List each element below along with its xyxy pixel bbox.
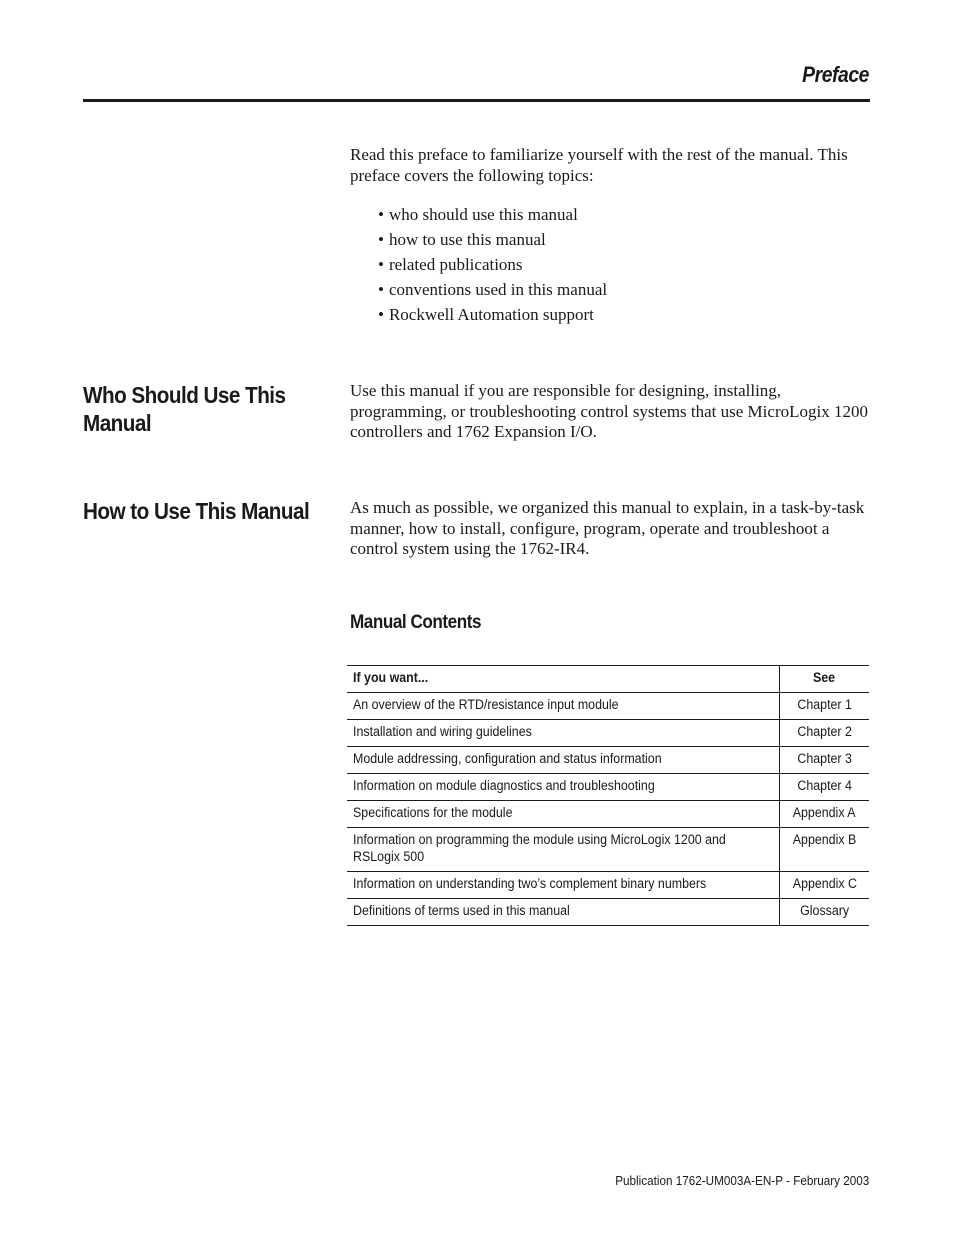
cell-topic: Information on understanding two’s complement binary numbers [347,872,780,899]
cell-topic: Information on programming the module using MicroLogix 1200 and RSLogix 500 [347,828,780,872]
cell-topic: Information on module diagnostics and troubleshooting [347,774,780,801]
column-header-topic: If you want... [347,666,780,693]
cell-see: Chapter 3 [780,747,870,774]
bullet: • [378,255,384,274]
table-row [347,899,869,926]
bullet: • [378,205,384,224]
section-heading-who: Who Should Use This Manual [83,382,286,436]
topic-label: conventions used in this manual [388,280,608,299]
topic-list [378,205,607,330]
topic-label: how to use this manual [388,230,546,249]
topic-label: who should use this manual [388,205,578,224]
how-paragraph: As much as possible, we organized this manual to explain, in a task-by-task manner, how to install, configure, program, operate and troubleshoot a control system using the 1762-IR4. [350,498,865,558]
intro-section [350,145,870,186]
bullet: • [378,305,384,324]
list-item [378,205,607,230]
table-header-row [347,666,869,693]
table-row [347,774,869,801]
who-paragraph: Use this manual if you are responsible for designing, installing, programming, or troubleshooting control systems that use MicroLogix 1200 controllers and 1762 Expansion I/O. [350,381,868,441]
intro-paragraph: Read this preface to familiarize yourself with the rest of the manual. This preface covers the following topics: [350,145,848,185]
cell-see: Glossary [780,899,870,926]
bullet: • [378,230,384,249]
topic-label: related publications [388,255,523,274]
page-title: Preface [802,62,869,87]
list-item [378,305,607,330]
column-header-see: See [780,666,870,693]
table-row [347,747,869,774]
cell-see: Chapter 2 [780,720,870,747]
cell-see: Chapter 4 [780,774,870,801]
table-row [347,872,869,899]
list-item [378,255,607,280]
table-row [347,720,869,747]
cell-topic: An overview of the RTD/resistance input module [347,693,780,720]
publication-footer: Publication 1762-UM003A-EN-P - February 2003 [614,1173,869,1188]
subsection-heading-contents: Manual Contents [350,612,482,633]
table-row [347,828,869,872]
contents-table [347,665,869,926]
list-item [378,280,607,305]
who-section [350,381,870,443]
cell-topic: Module addressing, configuration and status information [347,747,780,774]
cell-see: Appendix A [780,801,870,828]
cell-see: Appendix B [780,828,870,872]
table-row [347,693,869,720]
how-section [350,498,870,560]
cell-topic: Definitions of terms used in this manual [347,899,780,926]
cell-see: Chapter 1 [780,693,870,720]
header-rule [83,99,870,102]
section-heading-how: How to Use This Manual [83,498,310,524]
cell-topic: Installation and wiring guidelines [347,720,780,747]
table-row [347,801,869,828]
topic-label: Rockwell Automation support [388,305,594,324]
cell-see: Appendix C [780,872,870,899]
list-item [378,230,607,255]
cell-topic: Specifications for the module [347,801,780,828]
bullet: • [378,280,384,299]
